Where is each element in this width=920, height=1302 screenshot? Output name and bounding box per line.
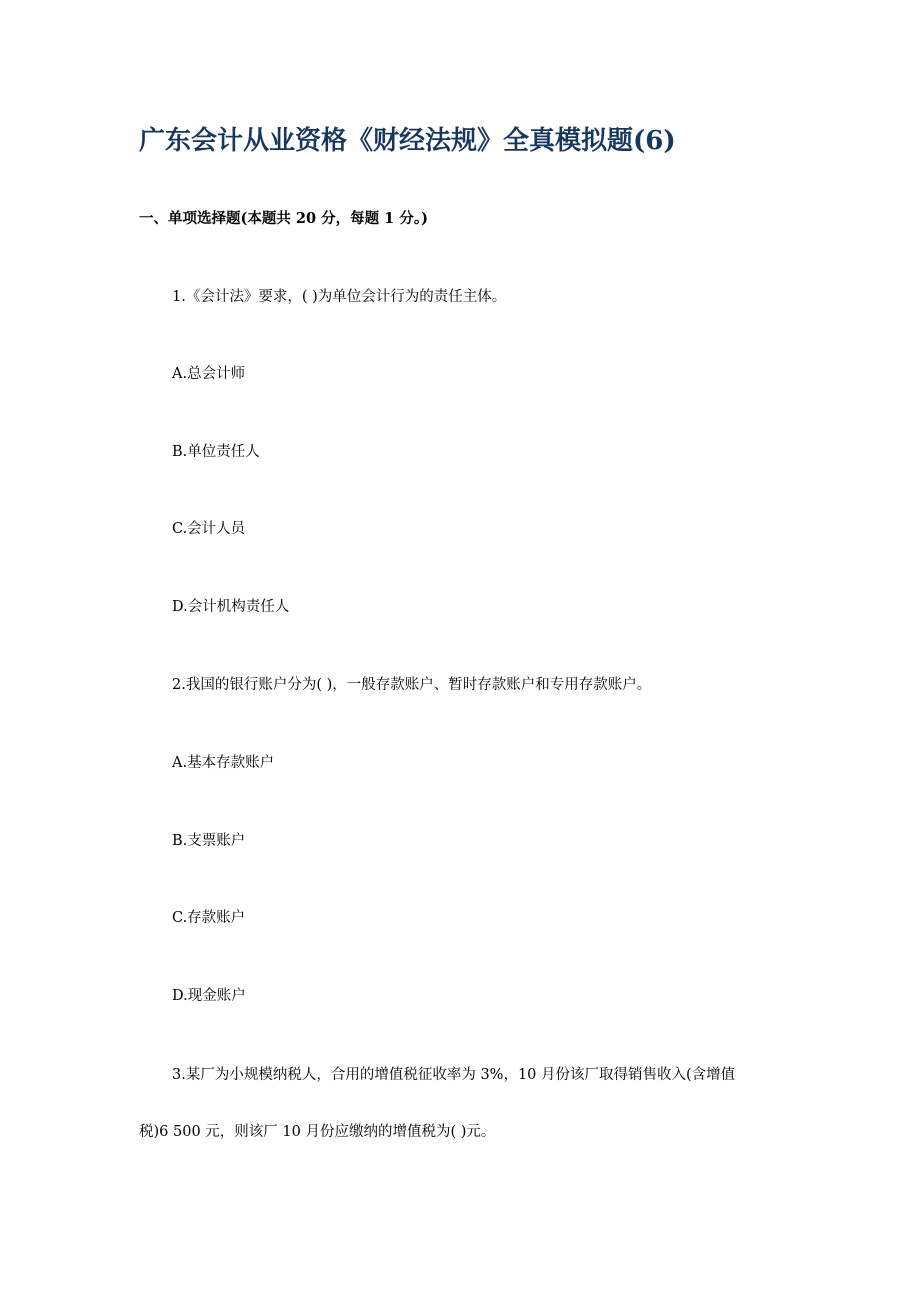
question-2-option-c: C.存款账户	[172, 910, 246, 926]
question-1-option-d: D.会计机构责任人	[172, 599, 290, 615]
question-2-option-a: A.基本存款账户	[172, 755, 275, 771]
question-3-stem-line-2: 税)6 500 元，则该厂 10 月份应缴纳的增值税为( )元。	[139, 1124, 496, 1140]
question-1-option-c: C.会计人员	[172, 521, 246, 537]
question-3-stem-line-1: 3.某厂为小规模纳税人，合用的增值税征收率为 3%，10 月份该厂取得销售收入(含增值	[172, 1067, 736, 1083]
question-1-stem: 1.《会计法》要求，( )为单位会计行为的责任主体。	[172, 289, 507, 305]
question-2-option-b: B.支票账户	[172, 833, 246, 849]
question-1-option-b: B.单位责任人	[172, 444, 260, 460]
document-title: 广东会计从业资格《财经法规》全真模拟题(6)	[139, 126, 676, 156]
question-1-option-a: A.总会计师	[172, 366, 246, 382]
section-heading: 一、单项选择题(本题共 20 分，每题 1 分。)	[139, 210, 428, 227]
question-2-stem: 2.我国的银行账户分为( )，一般存款账户、暂时存款账户和专用存款账户。	[172, 677, 652, 693]
question-2-option-d: D.现金账户	[172, 988, 246, 1004]
